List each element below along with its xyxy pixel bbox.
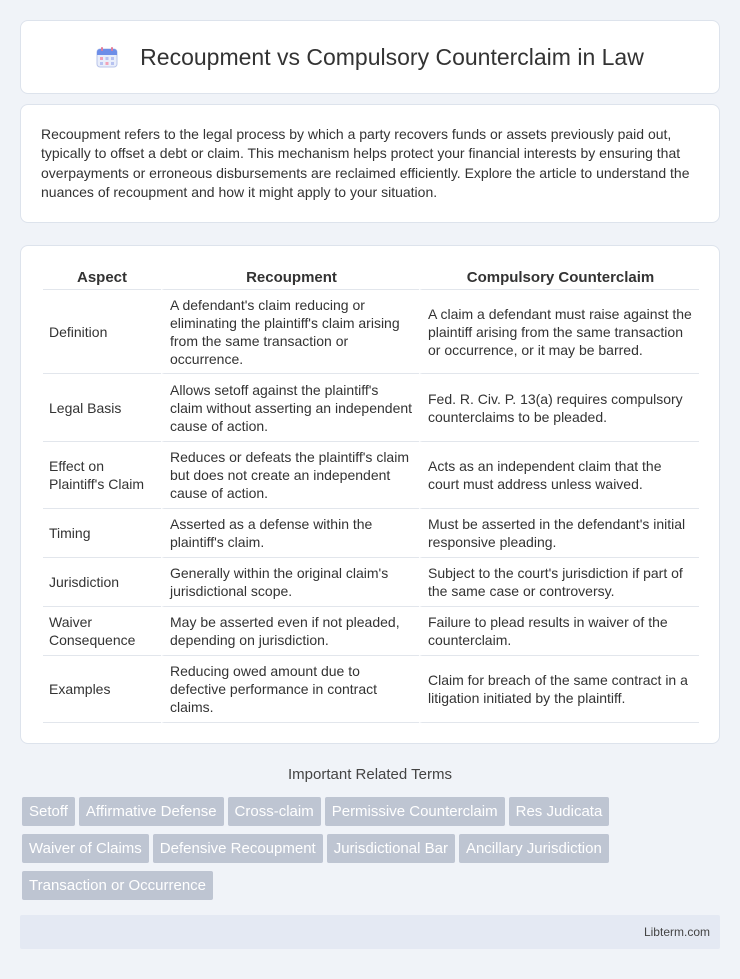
cell-recoupment: Reducing owed amount due to defective performance in contract claims. [161,656,419,723]
intro-paragraph: Recoupment refers to the legal process by which a party recovers funds or assets previously paid out, typically to offset a debt or claim. This mechanism helps protect your financial interests by ensuring that overpayments or erroneous disbursements are reclaimed efficiently. Explore the article to understand the nuances of recoupment and how it might apply to your situation. [41,126,690,200]
term-tag[interactable]: Setoff [22,797,75,826]
table-header-row [43,266,699,290]
cell-recoupment: Generally within the original claim's jurisdictional scope. [161,558,419,607]
cell-recoupment: May be asserted even if not pleaded, depending on jurisdiction. [161,607,419,656]
table-row [43,607,699,656]
cell-aspect: Legal Basis [43,374,161,442]
cell-aspect: Examples [43,656,161,723]
cell-aspect: Timing [43,509,161,558]
table-row [43,290,699,374]
cell-counterclaim: Claim for breach of the same contract in a litigation initiated by the plaintiff. [419,656,699,723]
term-tag[interactable]: Cross-claim [228,797,321,826]
header-counterclaim: Compulsory Counterclaim [419,266,699,290]
term-tag[interactable]: Jurisdictional Bar [327,834,455,863]
cell-counterclaim: Failure to plead results in waiver of the counterclaim. [419,607,699,656]
cell-aspect: Waiver Consequence [43,607,161,656]
cell-aspect: Jurisdiction [43,558,161,607]
footer-site-link[interactable]: Libterm.com [643,925,710,939]
comparison-table [43,266,699,723]
term-tag[interactable]: Res Judicata [509,797,610,826]
cell-recoupment: A defendant's claim reducing or eliminating the plaintiff's claim arising from the same transaction or occurrence. [161,290,419,374]
page-title: Recoupment vs Compulsory Counterclaim in Law [140,43,644,70]
term-tag[interactable]: Transaction or Occurrence [22,871,213,900]
term-tag[interactable]: Permissive Counterclaim [325,797,505,826]
comparison-card [20,245,720,744]
header-recoupment: Recoupment [161,266,419,290]
term-tag[interactable]: Waiver of Claims [22,834,149,863]
footer [20,915,720,949]
table-row [43,509,699,558]
cell-recoupment: Asserted as a defense within the plaintiff's claim. [161,509,419,558]
header-aspect: Aspect [43,266,161,290]
table-row [43,442,699,509]
intro-card [20,104,720,223]
cell-aspect: Effect on Plaintiff's Claim [43,442,161,509]
term-tag[interactable]: Affirmative Defense [79,797,224,826]
cell-counterclaim: Subject to the court's jurisdiction if part of the same case or controversy. [419,558,699,607]
cell-recoupment: Reduces or defeats the plaintiff's claim but does not create an independent cause of action. [161,442,419,509]
term-tag[interactable]: Ancillary Jurisdiction [459,834,609,863]
cell-counterclaim: Must be asserted in the defendant's initial responsive pleading. [419,509,699,558]
cell-aspect: Definition [43,290,161,374]
cell-recoupment: Allows setoff against the plaintiff's claim without asserting an independent cause of action. [161,374,419,442]
related-terms-list [22,797,722,908]
header-card [20,20,720,94]
cell-counterclaim: A claim a defendant must raise against the plaintiff arising from the same transaction or occurrence, or it may be barred. [419,290,699,374]
cell-counterclaim: Acts as an independent claim that the court must address unless waived. [419,442,699,509]
table-row [43,558,699,607]
related-terms-heading: Important Related Terms [288,766,452,783]
cell-counterclaim: Fed. R. Civ. P. 13(a) requires compulsory counterclaims to be pleaded. [419,374,699,442]
title-wrap [96,44,644,71]
calendar-icon [96,46,118,68]
term-tag[interactable]: Defensive Recoupment [153,834,323,863]
table-row [43,656,699,723]
table-row [43,374,699,442]
